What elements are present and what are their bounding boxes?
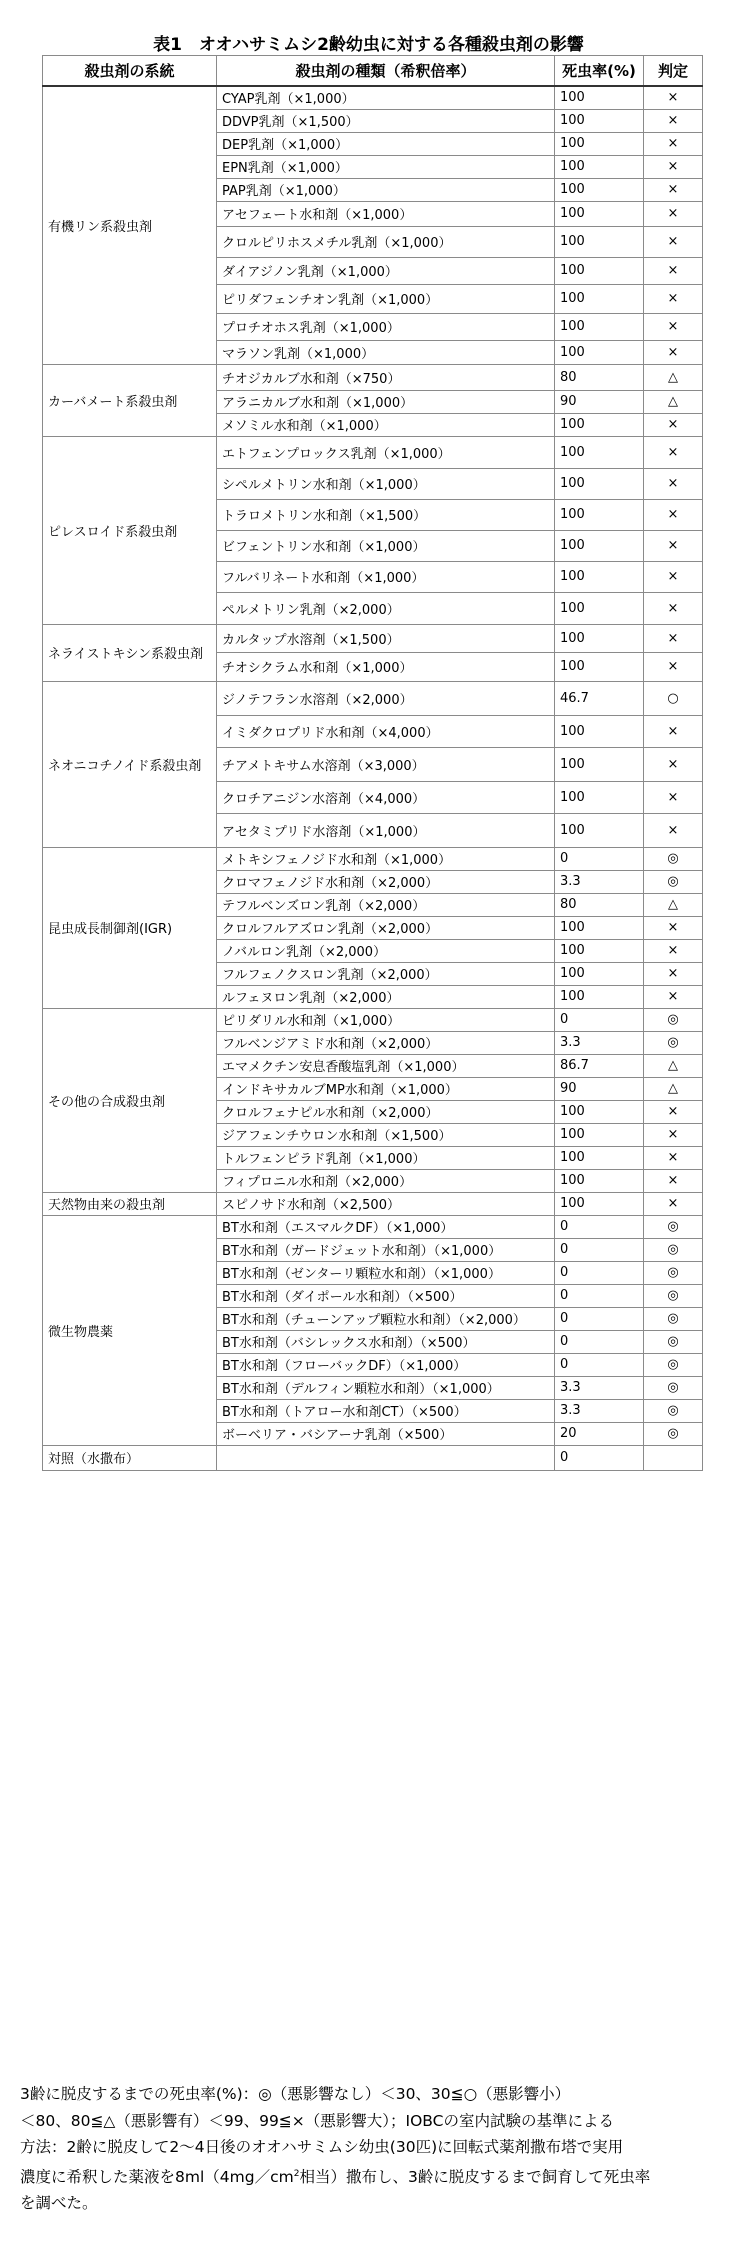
insecticide-name-cell: クロルピリホスメチル乳剤（×1,000）: [217, 226, 555, 257]
mortality-cell: 46.7: [555, 681, 644, 715]
mortality-cell: 100: [555, 592, 644, 624]
mortality-cell: 100: [555, 781, 644, 813]
judgement-cell: ×: [644, 284, 703, 313]
judgement-cell: ×: [644, 201, 703, 226]
note-method-line2-b: 相当）撒布し、3齢に脱皮するまで飼育して死虫率: [299, 2167, 651, 2186]
table-header-row: [43, 56, 703, 87]
insecticide-name-cell: メソミル水和剤（×1,000）: [217, 413, 555, 436]
mortality-cell: 100: [555, 962, 644, 985]
category-cell: ネライストキシン系殺虫剤: [43, 624, 217, 681]
judgement-cell: ×: [644, 652, 703, 681]
note-method-line2: [20, 2161, 725, 2191]
insecticide-name-cell: フィプロニル水和剤（×2,000）: [217, 1169, 555, 1192]
judgement-cell: ×: [644, 1123, 703, 1146]
mortality-cell: 100: [555, 715, 644, 747]
judgement-cell: ×: [644, 468, 703, 499]
table-row: [43, 1008, 703, 1031]
insecticide-name-cell: PAP乳剤（×1,000）: [217, 178, 555, 201]
insecticide-name-cell: DDVP乳剤（×1,500）: [217, 109, 555, 132]
judgement-cell: ◎: [644, 1330, 703, 1353]
judgement-cell: ◎: [644, 1215, 703, 1238]
mortality-cell: 0: [555, 847, 644, 870]
table-row: [43, 86, 703, 109]
mortality-cell: 100: [555, 916, 644, 939]
insecticide-name-cell: トルフェンピラド乳剤（×1,000）: [217, 1146, 555, 1169]
mortality-cell: 3.3: [555, 1376, 644, 1399]
insecticide-name-cell: ジアフェンチウロン水和剤（×1,500）: [217, 1123, 555, 1146]
mortality-cell: 3.3: [555, 1399, 644, 1422]
insecticide-name-cell: ジノテフラン水溶剤（×2,000）: [217, 681, 555, 715]
insecticide-name-cell: ルフェヌロン乳剤（×2,000）: [217, 985, 555, 1008]
mortality-cell: 100: [555, 109, 644, 132]
insecticide-name-cell: フルバリネート水和剤（×1,000）: [217, 561, 555, 592]
judgement-cell: ×: [644, 962, 703, 985]
judgement-cell: △: [644, 1077, 703, 1100]
judgement-cell: ◎: [644, 1422, 703, 1445]
mortality-cell: 100: [555, 1169, 644, 1192]
judgement-cell: ◎: [644, 870, 703, 893]
mortality-cell: 100: [555, 413, 644, 436]
judgement-cell: ◎: [644, 1238, 703, 1261]
mortality-cell: 100: [555, 132, 644, 155]
mortality-cell: 100: [555, 747, 644, 781]
insecticide-name-cell: ダイアジノン乳剤（×1,000）: [217, 257, 555, 284]
table-row: [43, 436, 703, 468]
insecticide-name-cell: DEP乳剤（×1,000）: [217, 132, 555, 155]
judgement-cell: ×: [644, 413, 703, 436]
insecticide-name-cell: イミダクロプリド水和剤（×4,000）: [217, 715, 555, 747]
mortality-cell: 100: [555, 201, 644, 226]
insecticide-name-cell: アセフェート水和剤（×1,000）: [217, 201, 555, 226]
insecticide-name-cell: BT水和剤（バシレックス水和剤）（×500）: [217, 1330, 555, 1353]
note-criteria-line1: 3齢に脱皮するまでの死虫率(%)：◎（悪影響なし）＜30、30≦○（悪影響小）: [20, 2085, 571, 2103]
category-cell: 有機リン系殺虫剤: [43, 86, 217, 364]
mortality-cell: 100: [555, 530, 644, 561]
mortality-cell: 100: [555, 257, 644, 284]
mortality-cell: 20: [555, 1422, 644, 1445]
mortality-cell: 100: [555, 155, 644, 178]
header-type: 殺虫剤の種類（希釈倍率）: [217, 56, 555, 87]
mortality-cell: 86.7: [555, 1054, 644, 1077]
mortality-cell: 100: [555, 561, 644, 592]
table-row: [43, 624, 703, 652]
note-criteria-line2: ＜80、80≦△（悪影響有）＜99、99≦×（悪影響大）；IOBCの室内試験の基準による: [20, 2111, 614, 2130]
mortality-cell: 100: [555, 652, 644, 681]
mortality-cell: 0: [555, 1215, 644, 1238]
mortality-cell: 0: [555, 1445, 644, 1470]
header-judgement: 判定: [644, 56, 703, 87]
insecticide-name-cell: ペルメトリン乳剤（×2,000）: [217, 592, 555, 624]
insecticide-name-cell: BT水和剤（デルフィン顆粒水和剤）（×1,000）: [217, 1376, 555, 1399]
category-cell: 昆虫成長制御剤(IGR): [43, 847, 217, 1008]
judgement-cell: ×: [644, 813, 703, 847]
category-cell: カーバメート系殺虫剤: [43, 364, 217, 436]
category-cell: ネオニコチノイド系殺虫剤: [43, 681, 217, 847]
judgement-cell: ◎: [644, 1399, 703, 1422]
category-cell: 微生物農薬: [43, 1215, 217, 1445]
judgement-cell: ×: [644, 340, 703, 364]
judgement-cell: ×: [644, 132, 703, 155]
mortality-cell: 3.3: [555, 1031, 644, 1054]
judgement-cell: ◎: [644, 1261, 703, 1284]
insecticide-name-cell: BT水和剤（ゼンターリ顆粒水和剤）（×1,000）: [217, 1261, 555, 1284]
category-cell: 天然物由来の殺虫剤: [43, 1192, 217, 1215]
judgement-cell: ×: [644, 985, 703, 1008]
insecticide-name-cell: ボーベリア・バシアーナ乳剤（×500）: [217, 1422, 555, 1445]
mortality-cell: 0: [555, 1238, 644, 1261]
mortality-cell: 100: [555, 939, 644, 962]
judgement-cell: ×: [644, 747, 703, 781]
insecticide-name-cell: カルタップ水溶剤（×1,500）: [217, 624, 555, 652]
insecticide-name-cell: エトフェンプロックス乳剤（×1,000）: [217, 436, 555, 468]
judgement-cell: ◎: [644, 1284, 703, 1307]
judgement-cell: ×: [644, 86, 703, 109]
mortality-cell: 100: [555, 226, 644, 257]
note-method-line3: を調べた。: [20, 2194, 98, 2213]
judgement-cell: ×: [644, 155, 703, 178]
judgement-cell: ◎: [644, 1353, 703, 1376]
insecticide-name-cell: BT水和剤（フローバックDF）（×1,000）: [217, 1353, 555, 1376]
table-title: 表1 オオハサミムシ2齢幼虫に対する各種殺虫剤の影響: [153, 35, 584, 55]
mortality-cell: 100: [555, 1192, 644, 1215]
table-row: [43, 681, 703, 715]
insecticide-name-cell: クロマフェノジド水和剤（×2,000）: [217, 870, 555, 893]
insecticide-name-cell: ノバルロン乳剤（×2,000）: [217, 939, 555, 962]
insecticide-name-cell: BT水和剤（ガードジェット水和剤）（×1,000）: [217, 1238, 555, 1261]
judgement-cell: ×: [644, 499, 703, 530]
mortality-cell: 0: [555, 1330, 644, 1353]
category-cell: 対照（水撒布）: [43, 1445, 217, 1470]
insecticide-name-cell: エマメクチン安息香酸塩乳剤（×1,000）: [217, 1054, 555, 1077]
insecticide-name-cell: トラロメトリン水和剤（×1,500）: [217, 499, 555, 530]
mortality-cell: 0: [555, 1353, 644, 1376]
mortality-cell: 100: [555, 436, 644, 468]
insecticide-name-cell: クロルフルアズロン乳剤（×2,000）: [217, 916, 555, 939]
insecticide-name-cell: ピリダフェンチオン乳剤（×1,000）: [217, 284, 555, 313]
mortality-cell: 100: [555, 1146, 644, 1169]
judgement-cell: △: [644, 1054, 703, 1077]
judgement-cell: △: [644, 893, 703, 916]
insecticide-name-cell: EPN乳剤（×1,000）: [217, 155, 555, 178]
mortality-cell: 100: [555, 313, 644, 340]
judgement-cell: ◎: [644, 847, 703, 870]
judgement-cell: ○: [644, 681, 703, 715]
mortality-cell: 3.3: [555, 870, 644, 893]
judgement-cell: ◎: [644, 1008, 703, 1031]
mortality-cell: 100: [555, 499, 644, 530]
insecticide-name-cell: スピノサド水和剤（×2,500）: [217, 1192, 555, 1215]
judgement-cell: ×: [644, 916, 703, 939]
footnotes: [20, 2081, 725, 2217]
header-mortality: 死虫率(%): [555, 56, 644, 87]
category-cell: その他の合成殺虫剤: [43, 1008, 217, 1192]
table-body: [43, 86, 703, 1470]
insecticide-name-cell: チオジカルブ水和剤（×750）: [217, 364, 555, 390]
note-method-line2-sup: 2: [293, 2168, 300, 2179]
judgement-cell: ◎: [644, 1307, 703, 1330]
insecticide-name-cell: インドキサカルブMP水和剤（×1,000）: [217, 1077, 555, 1100]
judgement-cell: ×: [644, 530, 703, 561]
insecticide-name-cell: マラソン乳剤（×1,000）: [217, 340, 555, 364]
mortality-cell: 100: [555, 468, 644, 499]
note-method-line2-a: 濃度に希釈した薬液を8ml（4mg／cm: [20, 2167, 294, 2186]
insecticide-name-cell: シペルメトリン水和剤（×1,000）: [217, 468, 555, 499]
judgement-cell: ×: [644, 1146, 703, 1169]
insecticide-name-cell: テフルベンズロン乳剤（×2,000）: [217, 893, 555, 916]
mortality-cell: 100: [555, 340, 644, 364]
insecticide-name-cell: クロチアニジン水溶剤（×4,000）: [217, 781, 555, 813]
judgement-cell: ×: [644, 561, 703, 592]
header-system: 殺虫剤の系統: [43, 56, 217, 87]
insecticide-name-cell: フルベンジアミド水和剤（×2,000）: [217, 1031, 555, 1054]
insecticide-name-cell: BT水和剤（トアロー水和剤CT）（×500）: [217, 1399, 555, 1422]
mortality-cell: 0: [555, 1307, 644, 1330]
judgement-cell: ×: [644, 1169, 703, 1192]
judgement-cell: ◎: [644, 1376, 703, 1399]
mortality-cell: 100: [555, 1123, 644, 1146]
judgement-cell: ×: [644, 939, 703, 962]
insecticide-name-cell: アラニカルブ水和剤（×1,000）: [217, 390, 555, 413]
mortality-cell: 0: [555, 1284, 644, 1307]
insecticide-name-cell: BT水和剤（エスマルクDF）（×1,000）: [217, 1215, 555, 1238]
judgement-cell: ×: [644, 436, 703, 468]
judgement-cell: ×: [644, 109, 703, 132]
insecticide-name-cell: チアメトキサム水溶剤（×3,000）: [217, 747, 555, 781]
insecticide-name-cell: ピリダリル水和剤（×1,000）: [217, 1008, 555, 1031]
mortality-cell: 80: [555, 893, 644, 916]
insecticide-name-cell: クロルフェナピル水和剤（×2,000）: [217, 1100, 555, 1123]
insecticide-table: [42, 55, 703, 1471]
table-row: [43, 1215, 703, 1238]
judgement-cell: ×: [644, 313, 703, 340]
mortality-cell: 100: [555, 1100, 644, 1123]
judgement-cell: ×: [644, 781, 703, 813]
mortality-cell: 80: [555, 364, 644, 390]
mortality-cell: 0: [555, 1261, 644, 1284]
table-row: [43, 364, 703, 390]
insecticide-name-cell: CYAP乳剤（×1,000）: [217, 86, 555, 109]
judgement-cell: ×: [644, 257, 703, 284]
table-row: [43, 1445, 703, 1470]
category-cell: ピレスロイド系殺虫剤: [43, 436, 217, 624]
mortality-cell: 100: [555, 813, 644, 847]
judgement-cell: △: [644, 390, 703, 413]
mortality-cell: 100: [555, 178, 644, 201]
table-row: [43, 847, 703, 870]
insecticide-name-cell: フルフェノクスロン乳剤（×2,000）: [217, 962, 555, 985]
insecticide-name-cell: ビフェントリン水和剤（×1,000）: [217, 530, 555, 561]
mortality-cell: 90: [555, 390, 644, 413]
judgement-cell: △: [644, 364, 703, 390]
judgement-cell: ×: [644, 226, 703, 257]
mortality-cell: 100: [555, 284, 644, 313]
mortality-cell: 100: [555, 985, 644, 1008]
judgement-cell: ×: [644, 178, 703, 201]
judgement-cell: ◎: [644, 1031, 703, 1054]
insecticide-name-cell: アセタミプリド水溶剤（×1,000）: [217, 813, 555, 847]
insecticide-name-cell: メトキシフェノジド水和剤（×1,000）: [217, 847, 555, 870]
insecticide-name-cell: プロチオホス乳剤（×1,000）: [217, 313, 555, 340]
mortality-cell: 90: [555, 1077, 644, 1100]
note-method-line1: 方法：2齢に脱皮して2～4日後のオオハサミムシ幼虫(30匹)に回転式薬剤撒布塔で実用: [20, 2138, 624, 2156]
mortality-cell: 100: [555, 624, 644, 652]
judgement-cell: ×: [644, 1192, 703, 1215]
mortality-cell: 0: [555, 1008, 644, 1031]
judgement-cell: ×: [644, 592, 703, 624]
judgement-cell: ×: [644, 715, 703, 747]
insecticide-name-cell: チオシクラム水和剤（×1,000）: [217, 652, 555, 681]
judgement-cell: ×: [644, 1100, 703, 1123]
judgement-cell: ×: [644, 624, 703, 652]
judgement-cell: [644, 1445, 703, 1470]
insecticide-name-cell: BT水和剤（チューンアップ顆粒水和剤）（×2,000）: [217, 1307, 555, 1330]
mortality-cell: 100: [555, 86, 644, 109]
insecticide-name-cell: [217, 1445, 555, 1470]
table-row: [43, 1192, 703, 1215]
insecticide-name-cell: BT水和剤（ダイポール水和剤）（×500）: [217, 1284, 555, 1307]
